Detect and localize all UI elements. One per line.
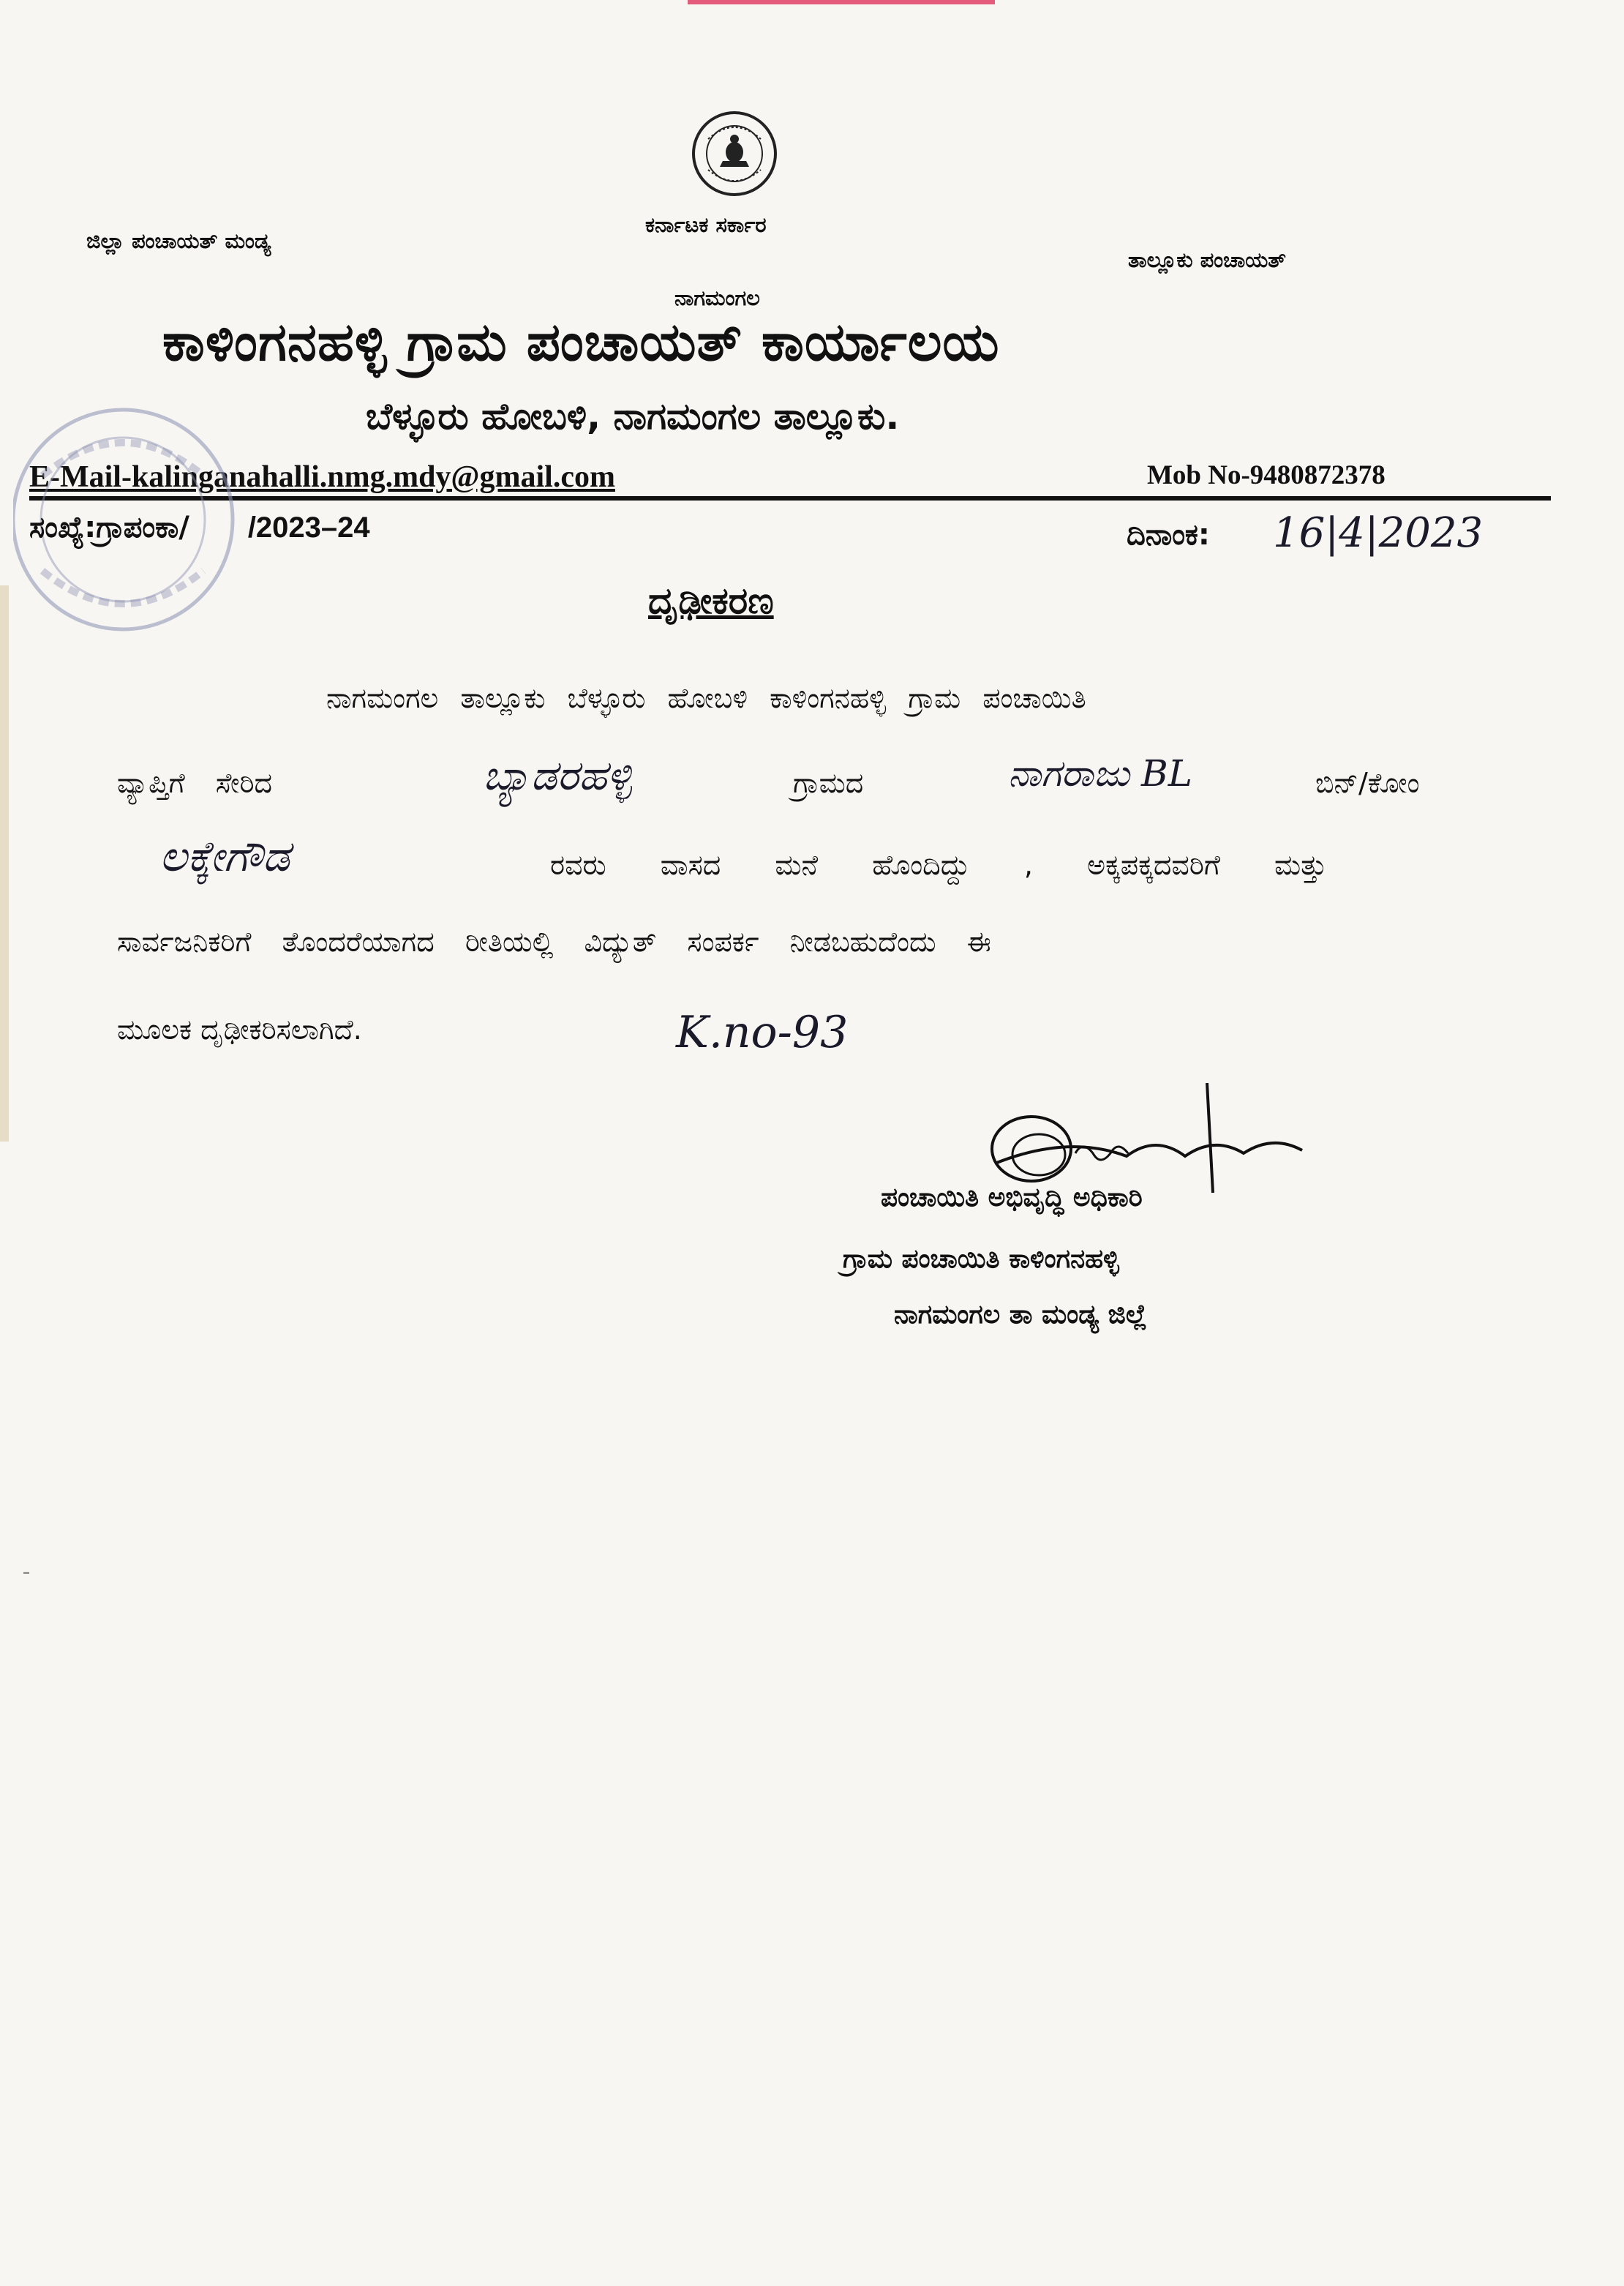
office-subtitle: ಬೆಳ್ಳೂರು ಹೋಬಳಿ, ನಾಗಮಂಗಲ ತಾಲ್ಲೂಕು. xyxy=(366,395,900,438)
reference-year: /2023–24 xyxy=(247,511,370,544)
body-line-2-mid: ಗ್ರಾಮದ xyxy=(793,767,864,799)
signatory-designation: ಪಂಚಾಯಿತಿ ಅಭಿವೃದ್ಧಿ ಅಧಿಕಾರಿ xyxy=(881,1183,1143,1213)
body-line-2-end: ಬಿನ್/ಕೋಂ xyxy=(1315,767,1420,799)
body-line-1: ನಾಗಮಂಗಲ ತಾಲ್ಲೂಕು ಬೆಳ್ಳೂರು ಹೋಬಳಿ ಕಾಳಿಂಗನಹಳ್ಳಿ ಗ್ರಾಮ ಪಂಚಾಯಿತಿ xyxy=(326,682,1086,714)
handwritten-village: ಬ್ಯಾಡರಹಳ್ಳಿ xyxy=(483,752,632,800)
office-title: ಕಾಳಿಂಗನಹಳ್ಳಿ ಗ್ರಾಮ ಪಂಚಾಯತ್ ಕಾರ್ಯಾಲಯ xyxy=(162,311,1000,372)
paper-speck xyxy=(23,1572,29,1574)
town-label: ನಾಗಮಂಗಲ xyxy=(674,285,760,310)
email-address: E-Mail-kalinganahalli.nmg.mdy@gmail.com xyxy=(29,460,615,494)
date-value: 16|4|2023 xyxy=(1273,509,1484,557)
body-line-4: ಸಾರ್ವಜನಿಕರಿಗೆ ತೊಂದರೆಯಾಗದ ರೀತಿಯಲ್ಲಿ ವಿದ್ಯುತ್ ಸಂಪರ್ಕ ನೀಡಬಹುದೆಂದು ಈ xyxy=(117,926,991,958)
reference-number xyxy=(29,511,370,544)
taluk-panchayat-label: ತಾಲ್ಲೂಕು ಪಂಚಾಯತ್ xyxy=(1128,247,1287,272)
signatory-office: ಗ್ರಾಮ ಪಂಚಾಯಿತಿ ಕಾಳಿಂಗನಹಳ್ಳಿ xyxy=(843,1244,1119,1274)
page-edge-shadow xyxy=(0,585,9,1142)
zilla-panchayat-label: ಜಿಲ್ಲಾ ಪಂಚಾಯತ್ ಮಂಡ್ಯ xyxy=(86,228,271,253)
mobile-number: Mob No-9480872378 xyxy=(1147,460,1386,490)
signatory-location: ನಾಗಮಂಗಲ ತಾ ಮಂಡ್ಯ ಜಿಲ್ಲೆ xyxy=(894,1300,1147,1330)
body-line-2-start: ವ್ಯಾಪ್ತಿಗೆ ಸೇರಿದ xyxy=(117,767,273,799)
govt-label: ಕರ್ನಾಟಕ ಸರ್ಕಾರ xyxy=(645,212,767,237)
handwritten-name: ನಾಗರಾಜು BL xyxy=(1008,752,1192,795)
reference-label: ಸಂಖ್ಯೆ:ಗ್ರಾಪಂಕಾ/ xyxy=(29,511,189,544)
document-heading: ದೃಢೀಕರಣ xyxy=(648,580,774,622)
top-edge-tab xyxy=(688,0,995,4)
handwritten-k-number: K.no-93 xyxy=(676,1007,849,1058)
body-line-3: ರವರು ವಾಸದ ಮನೆ ಹೊಂದಿದ್ದು , ಅಕ್ಕಪಕ್ಕದವರಿಗೆ ಮತ್ತು xyxy=(550,849,1327,881)
handwritten-father-name: ಲಕ್ಕೇಗೌಡ xyxy=(159,831,290,881)
body-line-5: ಮೂಲಕ ದೃಢೀಕರಿಸಲಾಗಿದೆ. xyxy=(117,1013,362,1046)
date-label: ದಿನಾಂಕ: xyxy=(1127,518,1210,552)
govt-emblem-icon xyxy=(691,110,778,198)
